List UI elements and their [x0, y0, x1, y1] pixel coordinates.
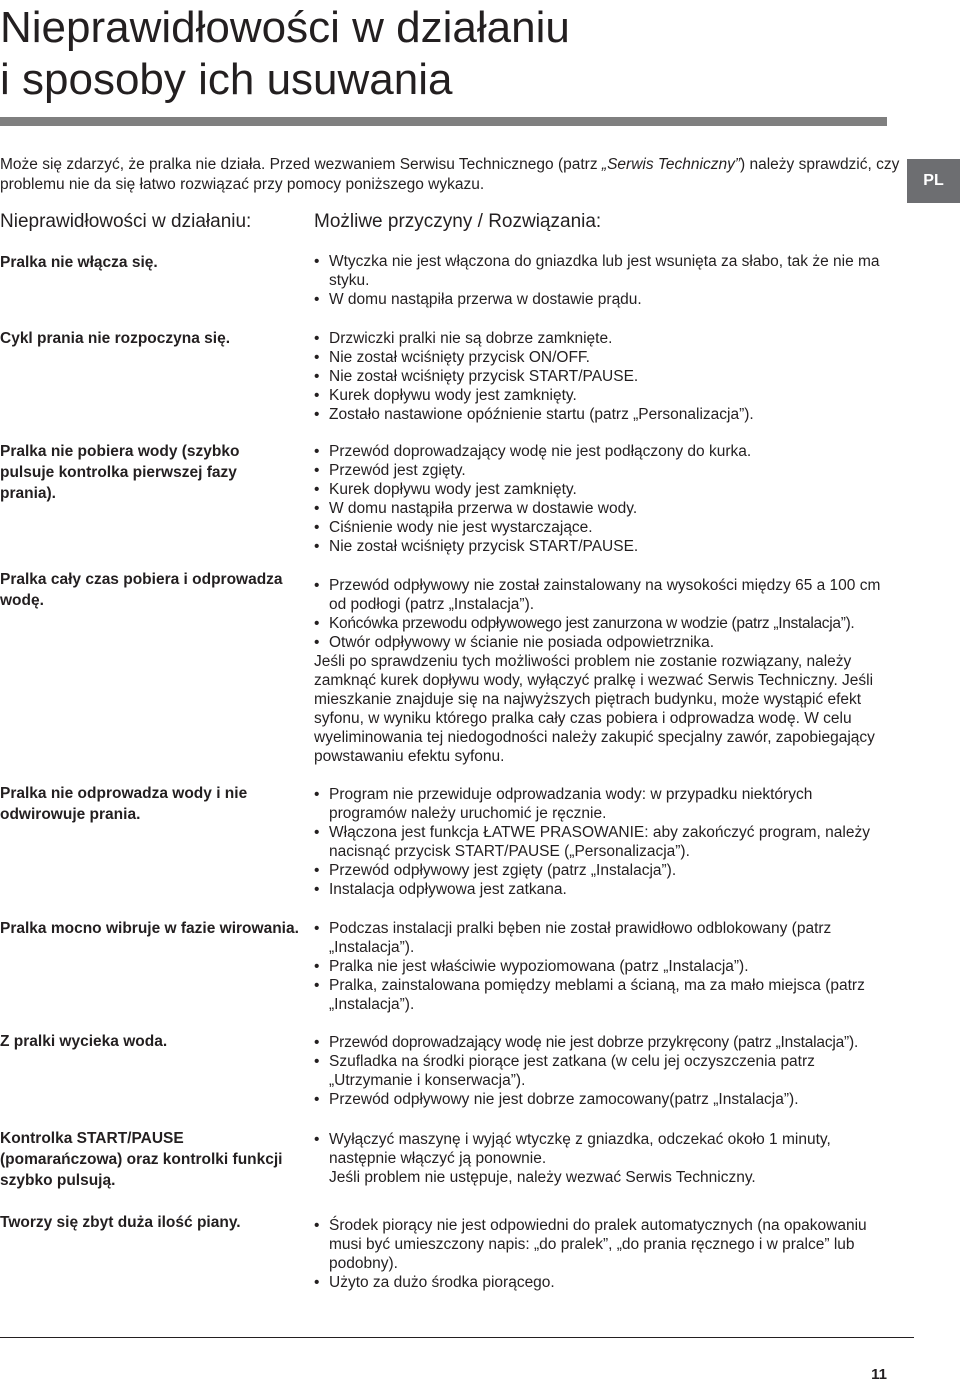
- solution-item: • Kurek dopływu wody jest zamknięty.: [314, 480, 894, 499]
- solutions-column-header: Możliwe przyczyny / Rozwiązania:: [314, 211, 602, 232]
- solution-item: • Przewód odpływowy jest zgięty (patrz „Instalacja”).: [314, 861, 894, 880]
- problem-label: Pralka nie włącza się.: [0, 254, 158, 271]
- solution-list: [314, 252, 894, 309]
- solution-item: • Ciśnienie wody nie jest wystarczające.: [314, 518, 894, 537]
- intro-ref: „Serwis Techniczny”: [601, 156, 741, 173]
- solution-item: • Końcówka przewodu odpływowego jest zanurzona w wodzie (patrz „Instalacja”).: [314, 614, 894, 633]
- solution-item: • Użyto za dużo środka piorącego.: [314, 1273, 894, 1292]
- solution-item: • Instalacja odpływowa jest zatkana.: [314, 880, 894, 899]
- solution-item: • Kurek dopływu wody jest zamknięty.: [314, 386, 894, 405]
- problem-label: Tworzy się zbyt duża ilość piany.: [0, 1214, 241, 1231]
- solution-list: [314, 1216, 894, 1292]
- intro-paragraph: [0, 155, 900, 195]
- solution-list: [314, 442, 894, 556]
- solution-item: • Drzwiczki pralki nie są dobrze zamknięte.: [314, 329, 894, 348]
- problem-label: Cykl prania nie rozpoczyna się.: [0, 330, 230, 347]
- problems-column-header: Nieprawidłowości w działaniu:: [0, 211, 252, 232]
- footer-divider: [0, 1337, 914, 1338]
- solution-item: • Otwór odpływowy w ścianie nie posiada odpowietrznika.: [314, 633, 894, 652]
- solution-item: • Przewód odpływowy nie został zainstalowany na wysokości między 65 a 100 cm od podłogi (patrz „Instalacja”).: [314, 576, 894, 614]
- page-number: 11: [871, 1366, 887, 1383]
- solution-item: • Wtyczka nie jest włączona do gniazdka lub jest wsunięta za słabo, tak że nie ma styku.: [314, 252, 894, 290]
- solution-list: [314, 785, 894, 899]
- solution-item: • Podczas instalacji pralki bęben nie został prawidłowo odblokowany (patrz „Instalacja”).: [314, 919, 894, 957]
- problem-label: Pralka nie odprowadza wody i nie odwirowuje prania.: [0, 785, 248, 823]
- solution-item: • W domu nastąpiła przerwa w dostawie prądu.: [314, 290, 894, 309]
- solution-item: • W domu nastąpiła przerwa w dostawie wody.: [314, 499, 894, 518]
- solution-list: [314, 329, 894, 424]
- solution-list: [314, 576, 894, 766]
- title-line-2: i sposoby ich usuwania: [0, 55, 453, 104]
- solution-item: • Nie został wciśnięty przycisk START/PAUSE.: [314, 367, 894, 386]
- solution-item: • Przewód doprowadzający wodę nie jest podłączony do kurka.: [314, 442, 894, 461]
- title-divider: [0, 117, 887, 126]
- solution-item: • Przewód odpływowy nie jest dobrze zamocowany(patrz „Instalacja”).: [314, 1090, 894, 1109]
- problem-label: Z pralki wycieka woda.: [0, 1033, 168, 1050]
- solution-item: • Przewód jest zgięty.: [314, 461, 894, 480]
- problem-label: Pralka nie pobiera wody (szybko pulsuje kontrolka pierwszej fazy prania).: [0, 443, 240, 502]
- problem-label: Kontrolka START/PAUSE (pomarańczowa) oraz kontrolki funkcji szybko pulsują.: [0, 1130, 283, 1189]
- solution-item: • Pralka, zainstalowana pomiędzy meblami a ścianą, ma za mało miejsca (patrz „Instalacja”).: [314, 976, 894, 1014]
- solution-list: [314, 1033, 894, 1109]
- solution-item: • Wyłączyć maszynę i wyjąć wtyczkę z gniazdka, odczekać około 1 minuty, następnie włączyć ją ponownie.: [314, 1130, 894, 1168]
- solution-item: • Program nie przewiduje odprowadzania wody: w przypadku niektórych programów należy uruchomić je ręcznie.: [314, 785, 894, 823]
- solution-item: • Środek piorący nie jest odpowiedni do pralek automatycznych (na opakowaniu musi być umieszczony napis: „do pralek”, „do prania ręcznego i w pralce” lub podobny).: [314, 1216, 894, 1273]
- solution-note: Jeśli problem nie ustępuje, należy wezwać Serwis Techniczny.: [329, 1169, 756, 1186]
- problem-label: Pralka mocno wibruje w fazie wirowania.: [0, 920, 299, 937]
- intro-text-2: ) należy sprawdzić, czy problemu nie da się łatwo rozwiązać przy pomocy poniższego wykazu.: [0, 156, 900, 193]
- solution-item: • Pralka nie jest właściwie wypoziomowana (patrz „Instalacja”).: [314, 957, 894, 976]
- solution-item: • Zostało nastawione opóźnienie startu (patrz „Personalizacja”).: [314, 405, 894, 424]
- page-title: [0, 2, 880, 106]
- solution-item: • Nie został wciśnięty przycisk START/PAUSE.: [314, 537, 894, 556]
- solution-item: • Nie został wciśnięty przycisk ON/OFF.: [314, 348, 894, 367]
- title-line-1: Nieprawidłowości w działaniu: [0, 3, 570, 52]
- solution-item: • Szufladka na środki piorące jest zatkana (w celu jej oczyszczenia patrz „Utrzymanie i konserwacja”).: [314, 1052, 894, 1090]
- solution-item: • Przewód doprowadzający wodę nie jest dobrze przykręcony (patrz „Instalacja”).: [314, 1033, 894, 1052]
- solution-paragraph: Jeśli po sprawdzeniu tych możliwości problem nie zostanie rozwiązany, należy zamknąć kurek dopływu wody, wyłączyć pralkę i wezwać Serwis Techniczny. Jeśli mieszkanie znajduje się na najwyższych piętrach budynku, może wystąpić efekt syfonu, w wyniku którego pralka cały czas pobiera i odprowadza wodę. W celu wyeliminowania tej niedogodności należy zakupić specjalny zawór, zapobiegający powstawaniu efektu syfonu.: [314, 653, 875, 765]
- solution-list: [314, 1130, 894, 1187]
- intro-text-1: Może się zdarzyć, że pralka nie działa. Przed wezwaniem Serwisu Technicznego (patrz: [0, 156, 602, 173]
- language-tab: PL: [907, 159, 960, 203]
- solution-item: • Włączona jest funkcja ŁATWE PRASOWANIE: aby zakończyć program, należy nacisnąć przycisk START/PAUSE („Personalizacja”).: [314, 823, 894, 861]
- solution-list: [314, 919, 894, 1014]
- problem-label: Pralka cały czas pobiera i odprowadza wodę.: [0, 571, 283, 609]
